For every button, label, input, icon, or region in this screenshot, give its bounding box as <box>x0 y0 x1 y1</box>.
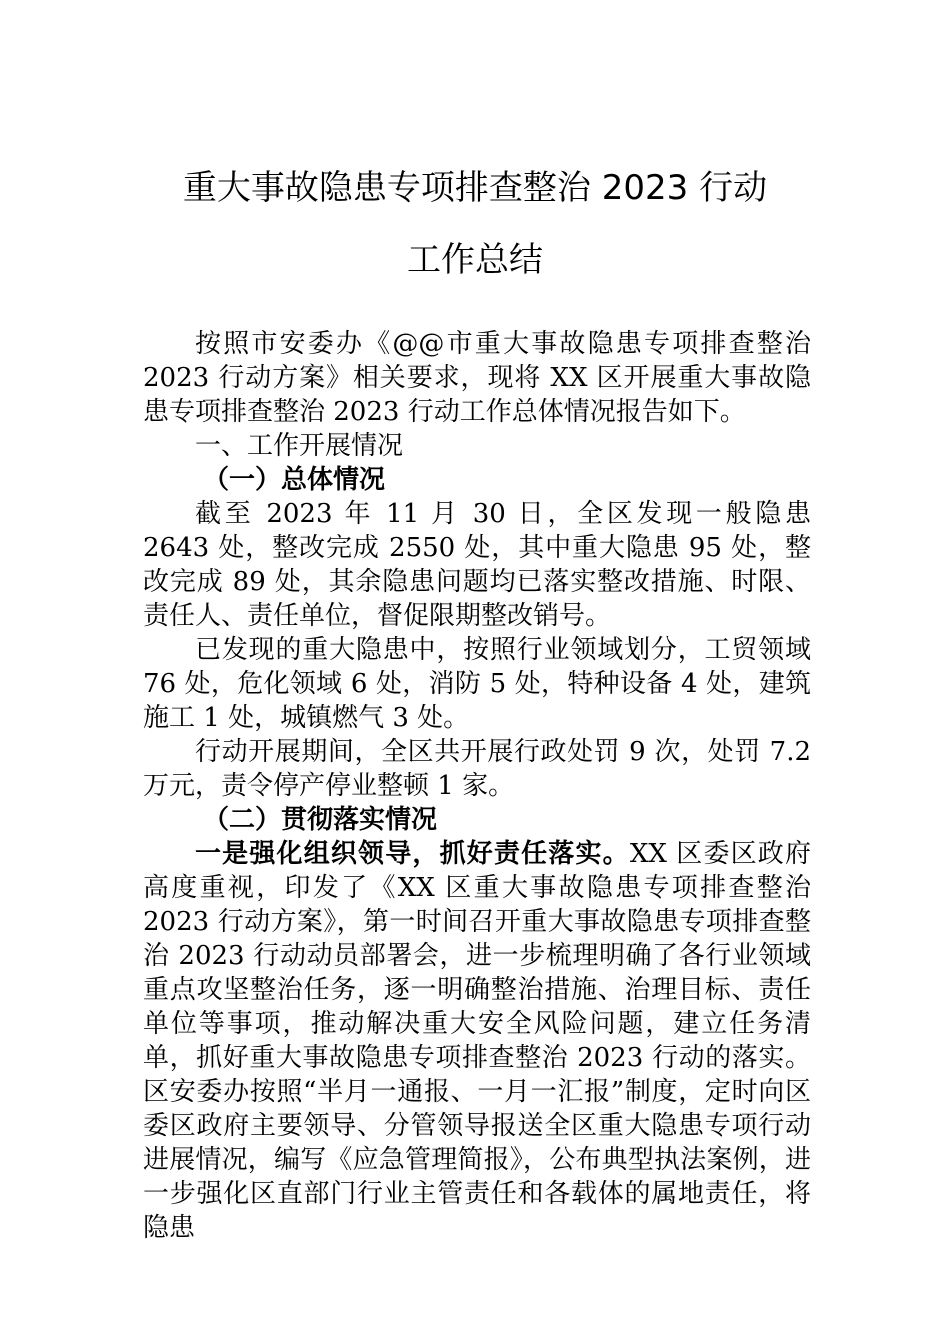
subsection-heading-overall: （一）总体情况 <box>203 465 386 495</box>
overall-paragraph-3: 行动开展期间，全区共开展行政处罚 9 次，处罚 7.2 万元，责令停产停业整顿 1 家。 <box>143 737 811 801</box>
overall-paragraph-2: 已发现的重大隐患中，按照行业领域划分，工贸领域 76 处，危化领域 6 处，消防 5 处，特种设备 4 处，建筑施工 1 处，城镇燃气 3 处。 <box>143 635 811 733</box>
intro-paragraph: 按照市安委办《@@市重大事故隐患专项排查整治 2023 行动方案》相关要求，现将 XX 区开展重大事故隐患专项排查整治 2023 行动工作总体情况报告如下。 <box>143 329 811 427</box>
document-title-line-1: 重大事故隐患专项排查整治 2023 行动 <box>182 168 768 208</box>
overall-paragraph-1: 截至 2023 年 11 月 30 日，全区发现一般隐患 2643 处，整改完成 2550 处，其中重大隐患 95 处，整改完成 89 处，其余隐患问题均已落实整改措施、时限、责任人、责任单位，督促限期整改销号。 <box>143 499 811 631</box>
implementation-paragraph-1 <box>143 837 811 1245</box>
paragraph-lead-sentence: 一是强化组织领导，抓好责任落实。 <box>195 839 630 869</box>
subsection-heading-implementation: （二）贯彻落实情况 <box>203 805 438 835</box>
document-title-line-2: 工作总结 <box>407 240 543 280</box>
paragraph-body-text: XX 区委区政府高度重视，印发了《XX 区重大事故隐患专项排查整治 2023 行动方案》，第一时间召开重大事故隐患专项排查整治 2023 行动动员部署会，进一步梳理明确了各行业领域重点攻坚整治任务，逐一明确整治措施、治理目标、责任单位等事项，推动解决重大安全风险问题，建立任务清单，抓好重大事故隐患专项排查整治 2023 行动的落实。区安委办按照“半月一通报、一月一汇报”制度，定时向区委区政府主要领导、分管领导报送全区重大隐患专项行动进展情况，编写《应急管理简报》，公布典型执法案例，进一步强化区直部门行业主管责任和各载体的属地责任，将隐患 <box>143 839 811 1243</box>
document-body <box>143 327 811 1245</box>
section-heading-work-progress: 一、工作开展情况 <box>195 431 404 461</box>
